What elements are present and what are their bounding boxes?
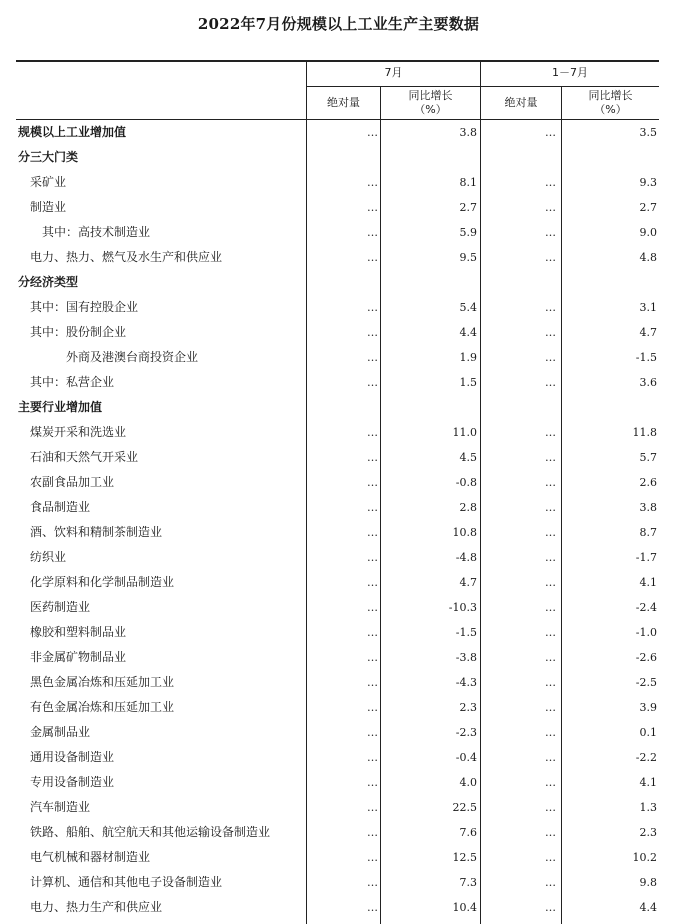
row-label: 农副食品加工业 (30, 475, 115, 489)
absolute-value-jan-jul: … (545, 776, 556, 789)
table-row (0, 495, 677, 520)
row-label: 外商及港澳台商投资企业 (66, 350, 199, 364)
absolute-value-july: … (367, 301, 378, 314)
growth-value-july: 4.4 (459, 326, 477, 339)
growth-value-jan-jul: -1.0 (635, 626, 657, 639)
row-label: 铁路、船舶、航空航天和其他运输设备制造业 (30, 825, 271, 839)
table-row (0, 220, 677, 245)
table-row (0, 820, 677, 845)
table-row (0, 620, 677, 645)
growth-value-jan-jul: 4.1 (639, 776, 657, 789)
absolute-value-jan-jul: … (545, 726, 556, 739)
absolute-value-july: … (367, 326, 378, 339)
growth-value-july: 5.4 (459, 301, 477, 314)
table-row (0, 795, 677, 820)
absolute-value-jan-jul: … (545, 351, 556, 364)
growth-value-july: -0.4 (455, 751, 477, 764)
table-row (0, 195, 677, 220)
growth-value-july: -1.5 (455, 626, 477, 639)
absolute-value-jan-jul: … (545, 376, 556, 389)
growth-value-july: 5.9 (459, 226, 477, 239)
table-top-border (16, 60, 659, 62)
growth-value-july: -3.8 (455, 651, 477, 664)
header-growth-unit: （%） (414, 103, 447, 116)
table-row (0, 320, 677, 345)
row-label: 其中：股份制企业 (30, 325, 127, 339)
growth-value-jan-jul: 1.3 (639, 801, 657, 814)
growth-value-jan-jul: 8.7 (639, 526, 657, 539)
absolute-value-jan-jul: … (545, 651, 556, 664)
table-row (0, 145, 677, 170)
absolute-value-july: … (367, 376, 378, 389)
absolute-value-july: … (367, 851, 378, 864)
absolute-value-july: … (367, 501, 378, 514)
header-absolute-july: 绝对量 (327, 96, 360, 109)
table-row (0, 895, 677, 920)
absolute-value-jan-jul: … (545, 676, 556, 689)
row-label: 采矿业 (30, 175, 67, 189)
growth-value-jan-jul: 9.3 (639, 176, 657, 189)
growth-value-jan-jul: 10.2 (632, 851, 657, 864)
growth-value-july: 10.4 (452, 901, 477, 914)
row-label: 电力、热力生产和供应业 (30, 900, 163, 914)
absolute-value-jan-jul: … (545, 201, 556, 214)
row-label: 制造业 (30, 200, 67, 214)
growth-value-july: 3.8 (459, 126, 477, 139)
growth-value-july: 22.5 (452, 801, 477, 814)
growth-value-jan-jul: -2.6 (635, 651, 657, 664)
row-label: 橡胶和塑料制品业 (30, 625, 127, 639)
growth-value-july: -10.3 (448, 601, 477, 614)
row-label: 规模以上工业增加值 (18, 125, 127, 139)
table-row (0, 695, 677, 720)
absolute-value-jan-jul: … (545, 501, 556, 514)
growth-value-jan-jul: -1.5 (635, 351, 657, 364)
growth-value-july: -0.8 (455, 476, 477, 489)
absolute-value-jan-jul: … (545, 126, 556, 139)
growth-value-july: 2.3 (459, 701, 477, 714)
absolute-value-jan-jul: … (545, 701, 556, 714)
row-label: 金属制品业 (30, 725, 91, 739)
growth-value-jan-jul: 4.8 (639, 251, 657, 264)
row-label: 专用设备制造业 (30, 775, 115, 789)
header-growth-unit: （%） (594, 103, 627, 116)
period-header-divider (307, 86, 659, 87)
absolute-value-jan-jul: … (545, 876, 556, 889)
table-row (0, 745, 677, 770)
row-label: 纺织业 (30, 550, 67, 564)
growth-value-jan-jul: -2.4 (635, 601, 657, 614)
table-row (0, 395, 677, 420)
absolute-value-july: … (367, 576, 378, 589)
growth-value-jan-jul: 0.1 (639, 726, 657, 739)
absolute-value-jan-jul: … (545, 226, 556, 239)
row-label: 通用设备制造业 (30, 750, 115, 764)
row-label: 化学原料和化学制品制造业 (30, 575, 175, 589)
absolute-value-july: … (367, 476, 378, 489)
absolute-value-july: … (367, 676, 378, 689)
row-label: 主要行业增加值 (18, 400, 103, 414)
table-row (0, 445, 677, 470)
absolute-value-july: … (367, 876, 378, 889)
growth-value-july: 4.5 (459, 451, 477, 464)
header-growth-label: 同比增长 (408, 89, 453, 102)
absolute-value-jan-jul: … (545, 901, 556, 914)
growth-value-jan-jul: 2.7 (639, 201, 657, 214)
row-label: 汽车制造业 (30, 800, 91, 814)
absolute-value-jan-jul: … (545, 426, 556, 439)
growth-value-july: 7.6 (459, 826, 477, 839)
absolute-value-jan-jul: … (545, 751, 556, 764)
table-row (0, 645, 677, 670)
growth-value-july: 9.5 (459, 251, 477, 264)
row-label: 分经济类型 (18, 275, 79, 289)
absolute-value-july: … (367, 601, 378, 614)
row-label: 黑色金属冶炼和压延加工业 (30, 675, 175, 689)
growth-value-july: 2.7 (459, 201, 477, 214)
growth-value-july: 10.8 (452, 526, 477, 539)
growth-value-jan-jul: 9.8 (639, 876, 657, 889)
absolute-value-jan-jul: … (545, 626, 556, 639)
absolute-value-july: … (367, 426, 378, 439)
row-label: 有色金属冶炼和压延加工业 (30, 700, 175, 714)
absolute-value-july: … (367, 751, 378, 764)
table-row (0, 345, 677, 370)
absolute-value-july: … (367, 651, 378, 664)
absolute-value-jan-jul: … (545, 301, 556, 314)
growth-value-jan-jul: 2.6 (639, 476, 657, 489)
absolute-value-july: … (367, 451, 378, 464)
absolute-value-july: … (367, 251, 378, 264)
growth-value-jan-jul: 3.9 (639, 701, 657, 714)
header-absolute-jan-jul: 绝对量 (504, 96, 538, 109)
absolute-value-july: … (367, 201, 378, 214)
absolute-value-july: … (367, 126, 378, 139)
absolute-value-july: … (367, 901, 378, 914)
growth-value-july: 11.0 (452, 426, 477, 439)
table-row (0, 170, 677, 195)
period-header-july: 7月 (384, 66, 403, 79)
table-row (0, 720, 677, 745)
table-row (0, 520, 677, 545)
absolute-value-july: … (367, 551, 378, 564)
growth-value-jan-jul: -1.7 (635, 551, 657, 564)
growth-value-july: 1.5 (459, 376, 477, 389)
absolute-value-july: … (367, 526, 378, 539)
growth-value-jan-jul: 5.7 (639, 451, 657, 464)
absolute-value-jan-jul: … (545, 551, 556, 564)
table-row (0, 370, 677, 395)
absolute-value-july: … (367, 226, 378, 239)
absolute-value-jan-jul: … (545, 526, 556, 539)
growth-value-jan-jul: 2.3 (639, 826, 657, 839)
absolute-value-july: … (367, 351, 378, 364)
absolute-value-jan-jul: … (545, 251, 556, 264)
row-label: 计算机、通信和其他电子设备制造业 (30, 875, 223, 889)
row-label: 石油和天然气开采业 (30, 450, 139, 464)
absolute-value-jan-jul: … (545, 176, 556, 189)
header-growth-label: 同比增长 (588, 89, 633, 102)
header-growth-jan-jul (562, 89, 659, 117)
growth-value-jan-jul: 4.1 (639, 576, 657, 589)
growth-value-jan-jul: 9.0 (639, 226, 657, 239)
growth-value-july: 4.0 (459, 776, 477, 789)
row-label: 电气机械和器材制造业 (30, 850, 151, 864)
table-row (0, 295, 677, 320)
table-row (0, 120, 677, 145)
table-row (0, 770, 677, 795)
table-row (0, 845, 677, 870)
absolute-value-july: … (367, 726, 378, 739)
table-row (0, 470, 677, 495)
growth-value-jan-jul: 3.6 (639, 376, 657, 389)
absolute-value-july: … (367, 626, 378, 639)
row-label: 食品制造业 (30, 500, 91, 514)
growth-value-jan-jul: -2.2 (635, 751, 657, 764)
row-label: 其中：高技术制造业 (42, 225, 151, 239)
growth-value-july: 12.5 (452, 851, 477, 864)
row-label: 酒、饮料和精制茶制造业 (30, 525, 163, 539)
row-label: 医药制造业 (30, 600, 91, 614)
table-row (0, 420, 677, 445)
growth-value-jan-jul: 3.1 (639, 301, 657, 314)
absolute-value-jan-jul: … (545, 576, 556, 589)
growth-value-jan-jul: 3.8 (639, 501, 657, 514)
absolute-value-jan-jul: … (545, 826, 556, 839)
table-title: 2022年7月份规模以上工业生产主要数据 (197, 15, 480, 33)
table-row (0, 595, 677, 620)
absolute-value-july: … (367, 701, 378, 714)
row-label: 其中：国有控股企业 (30, 300, 139, 314)
absolute-value-july: … (367, 801, 378, 814)
growth-value-jan-jul: 4.4 (639, 901, 657, 914)
growth-value-july: -4.3 (455, 676, 477, 689)
growth-value-july: 8.1 (459, 176, 477, 189)
table-row (0, 570, 677, 595)
table-row (0, 670, 677, 695)
absolute-value-july: … (367, 776, 378, 789)
row-label: 其中：私营企业 (30, 375, 115, 389)
absolute-value-jan-jul: … (545, 801, 556, 814)
absolute-value-jan-jul: … (545, 451, 556, 464)
absolute-value-jan-jul: … (545, 476, 556, 489)
absolute-value-jan-jul: … (545, 601, 556, 614)
row-label: 煤炭开采和洗选业 (30, 425, 127, 439)
growth-value-july: -4.8 (455, 551, 477, 564)
table-row (0, 270, 677, 295)
table-row (0, 245, 677, 270)
growth-value-jan-jul: 4.7 (639, 326, 657, 339)
growth-value-july: 2.8 (459, 501, 477, 514)
growth-value-jan-jul: 11.8 (632, 426, 657, 439)
growth-value-jan-jul: 3.5 (639, 126, 657, 139)
growth-value-july: 4.7 (459, 576, 477, 589)
growth-value-jan-jul: -2.5 (635, 676, 657, 689)
growth-value-july: 1.9 (459, 351, 477, 364)
period-header-jan-jul: 1－7月 (552, 66, 588, 79)
growth-value-july: 7.3 (459, 876, 477, 889)
absolute-value-jan-jul: … (545, 326, 556, 339)
absolute-value-july: … (367, 826, 378, 839)
table-row (0, 545, 677, 570)
row-label: 电力、热力、燃气及水生产和供应业 (30, 250, 223, 264)
absolute-value-july: … (367, 176, 378, 189)
growth-value-july: -2.3 (455, 726, 477, 739)
row-label: 非金属矿物制品业 (30, 650, 127, 664)
table-row (0, 870, 677, 895)
row-label: 分三大门类 (18, 150, 79, 164)
absolute-value-jan-jul: … (545, 851, 556, 864)
header-growth-july (381, 89, 480, 117)
